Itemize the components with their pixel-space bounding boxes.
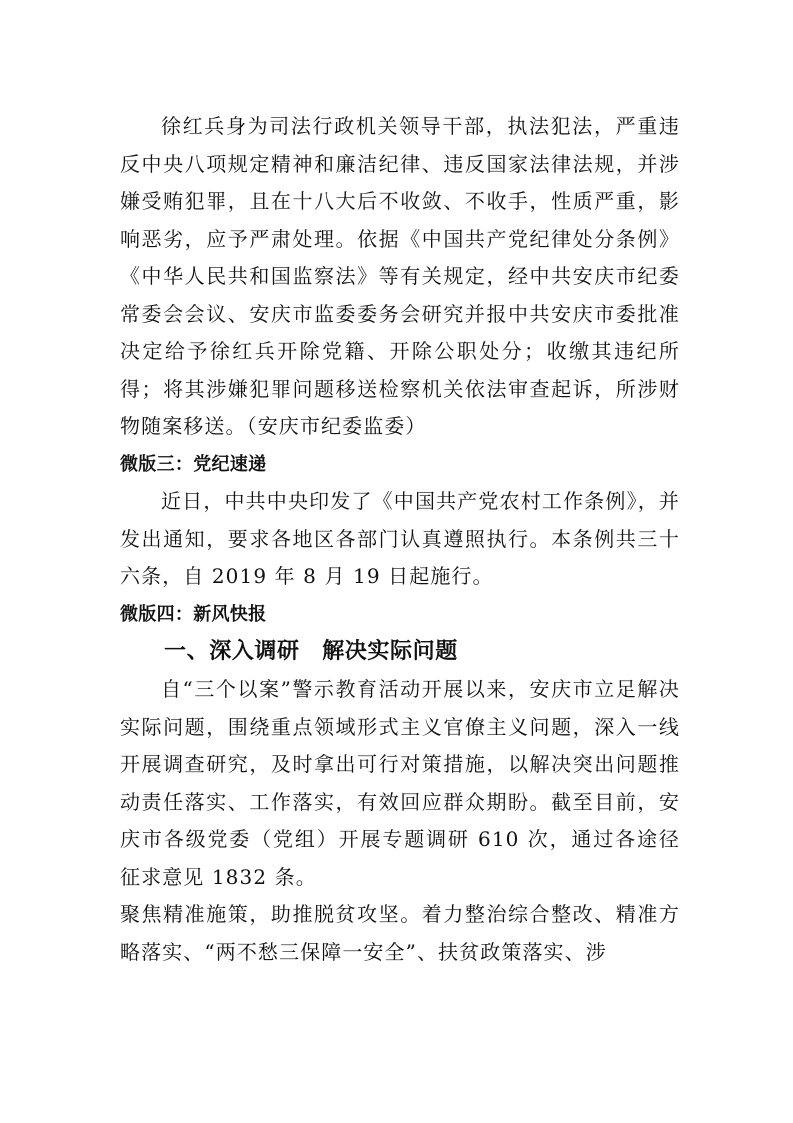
poverty-alleviation-paragraph: 聚焦精准施策，助推脱贫攻坚。着力整治综合整改、精准方略落实、“两不愁三保障一安全”、扶贫政策落实、涉 — [120, 902, 680, 964]
section-heading-party-discipline: 微版三：党纪速递 — [120, 453, 267, 475]
disciplinary-paragraph: 徐红兵身为司法行政机关领导干部，执法犯法，严重违反中央八项规定精神和廉洁纪律、违反国家法律法规，并涉嫌受贿犯罪，且在十八大后不收敛、不收手，性质严重，影响恶劣，应予严肃处理。依据《中国共产党纪律处分条例》《中华人民共和国监察法》等有关规定，经中共安庆市纪委常委会会议、安庆市监委委务会研究并报中共安庆市委批准决定给予徐红兵开除党籍、开除公职处分；收缴其违纪所得；将其涉嫌犯罪问题移送检察机关依法审查起诉，所涉财物随案移送。（安庆市纪委监委） — [120, 114, 680, 438]
rural-work-regulation-paragraph: 近日，中共中央印发了《中国共产党农村工作条例》，并发出通知，要求各地区各部门认真遵照执行。本条例共三十六条，自 2019 年 8 月 19 日起施行。 — [120, 489, 680, 588]
research-paragraph: 自“三个以案”警示教育活动开展以来，安庆市立足解决实际问题，围绕重点领域形式主义官僚主义问题，深入一线开展调查研究，及时拿出可行对策措施，以解决突出问题推动责任落实、工作落实，有效回应群众期盼。截至目前，安庆市各级党委（党组）开展专题调研 610 次，通过各途径征求意见 1832 条。 — [120, 677, 680, 889]
document-body — [120, 108, 680, 971]
section-heading-news: 微版四：新风快报 — [120, 603, 267, 625]
subheading-research: 一、深入调研 解决实际问题 — [164, 639, 458, 664]
